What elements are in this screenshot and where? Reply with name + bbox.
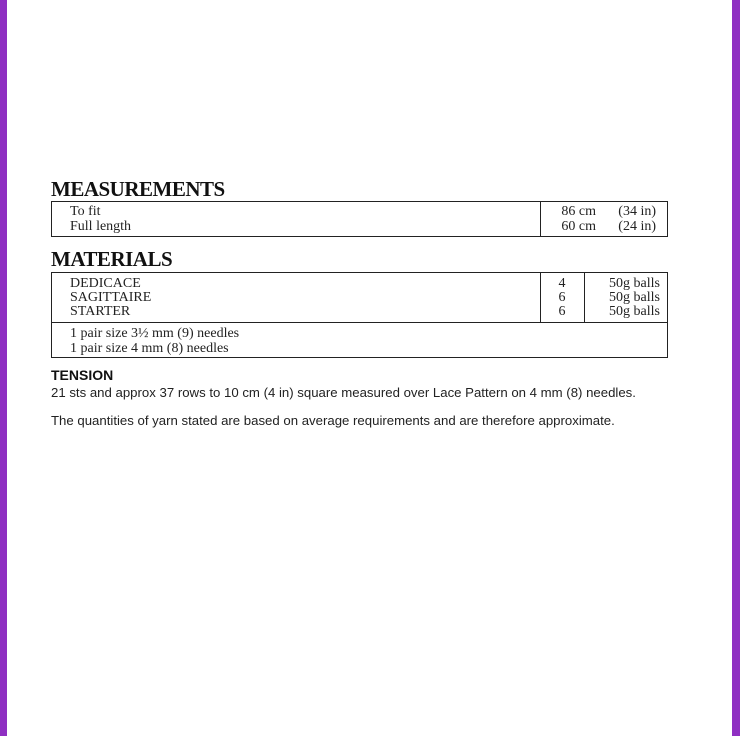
yarn-qty: 6 xyxy=(558,290,566,305)
right-border-bar xyxy=(732,0,740,736)
yarn-unit: 50g balls xyxy=(609,304,660,319)
tension-heading: TENSION xyxy=(51,367,114,383)
measurement-label: Full length xyxy=(70,219,132,234)
measurement-in: (34 in) xyxy=(618,204,656,219)
yarn-unit: 50g balls xyxy=(609,290,660,305)
needle-item: 1 pair size 3½ mm (9) needles xyxy=(70,326,240,341)
yarn-name: DEDICACE xyxy=(70,276,141,291)
yarn-name: SAGITTAIRE xyxy=(70,290,152,305)
materials-divider-unit xyxy=(584,272,585,322)
measurements-heading: MEASUREMENTS xyxy=(51,177,225,201)
needle-item: 1 pair size 4 mm (8) needles xyxy=(70,341,229,356)
measurement-cm: 60 cm xyxy=(561,219,596,234)
measurement-in: (24 in) xyxy=(618,219,656,234)
materials-row-divider xyxy=(51,322,668,323)
materials-heading: MATERIALS xyxy=(51,247,173,271)
yarn-qty: 4 xyxy=(558,276,566,291)
measurement-label: To fit xyxy=(70,204,101,219)
yarn-quantity-note: The quantities of yarn stated are based on average requirements and are therefore approximate. xyxy=(51,413,615,428)
yarn-unit: 50g balls xyxy=(609,276,660,291)
tension-text: 21 sts and approx 37 rows to 10 cm (4 in) square measured over Lace Pattern on 4 mm (8) needles. xyxy=(51,385,636,400)
measurement-cm: 86 cm xyxy=(561,204,596,219)
yarn-name: STARTER xyxy=(70,304,131,319)
measurements-divider xyxy=(540,201,541,237)
yarn-qty: 6 xyxy=(558,304,566,319)
left-border-bar xyxy=(0,0,7,736)
